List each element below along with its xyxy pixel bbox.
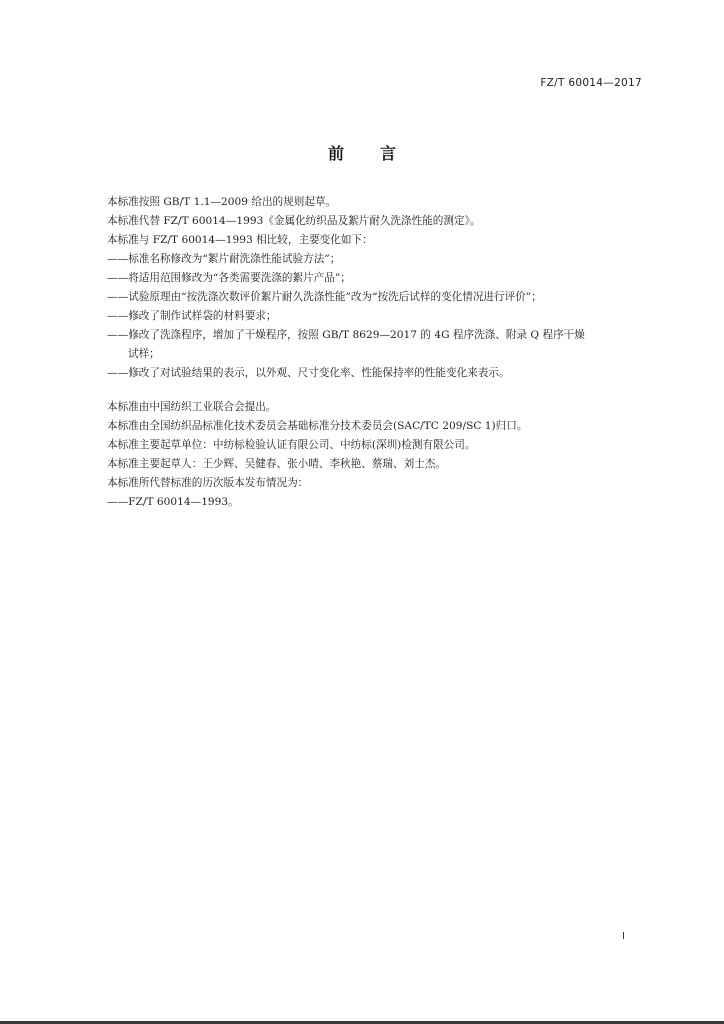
paragraph-line: 本标准主要起草单位：中纺标检验认证有限公司、中纺标(深圳)检测有限公司。 (107, 439, 476, 451)
list-item: ——将适用范围修改为“各类需要洗涤的絮片产品”； (107, 272, 351, 284)
paragraph-line: 本标准代替 FZ/T 60014—1993《金属化纺织品及絮片耐久洗涤性能的测定》。 (107, 215, 481, 227)
page-title: 前言 (327, 144, 432, 163)
foreword-section-drafting (107, 398, 652, 512)
paragraph-line: 本标准所代替标准的历次版本发布情况为： (107, 477, 309, 489)
paragraph-line: 本标准按照 GB/T 1.1—2009 给出的规则起草。 (107, 196, 337, 208)
paragraph-spacer (107, 383, 652, 398)
paragraph-line: 本标准与 FZ/T 60014—1993 相比较，主要变化如下： (107, 234, 373, 246)
list-item: ——标准名称修改为“絮片耐洗涤性能试验方法”； (107, 253, 341, 265)
list-item: ——修改了洗涤程序，增加了干燥程序，按照 GB/T 8629—2017 的 4G 程序洗涤、附录 Q 程序干燥 (107, 329, 585, 341)
foreword-section-changes (107, 193, 652, 383)
list-item: ——试验原理由“按洗涤次数评价絮片耐久洗涤性能”改为“按洗后试样的变化情况进行评价”； (107, 291, 542, 303)
paragraph-line: 本标准主要起草人：王少辉、吴健春、张小晴、李秋艳、蔡瑞、刘士杰。 (107, 458, 446, 470)
list-item-continuation: 试样； (128, 348, 160, 360)
paragraph-line: 本标准由中国纺织工业联合会提出。 (107, 401, 277, 413)
list-item: ——修改了制作试样袋的材料要求； (107, 310, 277, 322)
paragraph-line: 本标准由全国纺织品标准化技术委员会基础标准分技术委员会(SAC/TC 209/SC 1)归口。 (107, 420, 528, 432)
standard-code: FZ/T 60014—2017 (540, 77, 642, 89)
list-item: ——修改了对试验结果的表示，以外观、尺寸变化率、性能保持率的性能变化来表示。 (107, 367, 510, 379)
list-item: ——FZ/T 60014—1993。 (107, 496, 239, 508)
document-body (107, 193, 652, 512)
page-number: I (622, 931, 625, 942)
